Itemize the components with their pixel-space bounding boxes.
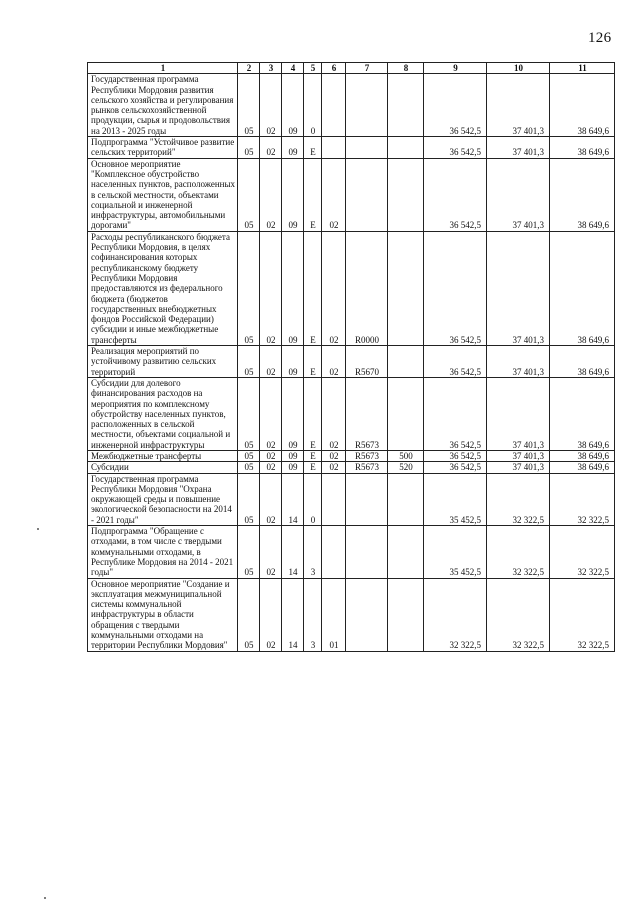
code-cell: 0 — [304, 473, 322, 525]
row-name-cell: Реализация мероприятий по устойчивому развитию сельских территорий — [88, 346, 238, 378]
code-cell: 05 — [238, 450, 260, 461]
code-cell: 02 — [322, 231, 346, 345]
code-cell: 09 — [282, 462, 304, 473]
code-cell: 500 — [388, 450, 424, 461]
code-cell: R5670 — [346, 346, 388, 378]
code-cell: 05 — [238, 473, 260, 525]
amount-cell: 36 542,5 — [424, 74, 487, 137]
code-cell: 14 — [282, 473, 304, 525]
code-cell: Е — [304, 158, 322, 231]
header-cell: 3 — [260, 63, 282, 74]
code-cell: 05 — [238, 137, 260, 159]
header-cell: 2 — [238, 63, 260, 74]
amount-cell: 36 542,5 — [424, 462, 487, 473]
code-cell: Е — [304, 377, 322, 450]
code-cell: R5673 — [346, 462, 388, 473]
code-cell — [388, 137, 424, 159]
code-cell: 09 — [282, 346, 304, 378]
amount-cell: 35 452,5 — [424, 526, 487, 578]
amount-cell: 38 649,6 — [550, 462, 615, 473]
table-row — [88, 346, 615, 378]
code-cell: 02 — [322, 450, 346, 461]
amount-cell: 36 542,5 — [424, 231, 487, 345]
amount-cell: 36 542,5 — [424, 158, 487, 231]
row-name-cell: Подпрограмма "Устойчивое развитие сельских территорий" — [88, 137, 238, 159]
code-cell — [346, 137, 388, 159]
amount-cell: 32 322,5 — [487, 578, 550, 651]
amount-cell: 32 322,5 — [487, 473, 550, 525]
amount-cell: 37 401,3 — [487, 158, 550, 231]
amount-cell: 38 649,6 — [550, 377, 615, 450]
header-cell: 11 — [550, 63, 615, 74]
amount-cell: 32 322,5 — [487, 526, 550, 578]
code-cell: 05 — [238, 377, 260, 450]
amount-cell: 36 542,5 — [424, 137, 487, 159]
amount-cell: 37 401,3 — [487, 74, 550, 137]
code-cell — [346, 578, 388, 651]
amount-cell: 35 452,5 — [424, 473, 487, 525]
code-cell: 02 — [322, 346, 346, 378]
amount-cell: 38 649,6 — [550, 231, 615, 345]
code-cell: 05 — [238, 158, 260, 231]
code-cell: Е — [304, 450, 322, 461]
code-cell: 02 — [322, 158, 346, 231]
code-cell: 05 — [238, 578, 260, 651]
amount-cell: 37 401,3 — [487, 346, 550, 378]
code-cell — [388, 74, 424, 137]
code-cell: 02 — [260, 450, 282, 461]
code-cell: Е — [304, 346, 322, 378]
budget-table — [87, 62, 615, 652]
amount-cell: 38 649,6 — [550, 346, 615, 378]
table-row — [88, 137, 615, 159]
table-row — [88, 158, 615, 231]
amount-cell: 32 322,5 — [424, 578, 487, 651]
header-cell: 9 — [424, 63, 487, 74]
amount-cell: 37 401,3 — [487, 137, 550, 159]
code-cell: 05 — [238, 346, 260, 378]
code-cell — [388, 231, 424, 345]
amount-cell: 38 649,6 — [550, 137, 615, 159]
code-cell: 02 — [260, 346, 282, 378]
table-row — [88, 473, 615, 525]
code-cell — [388, 158, 424, 231]
amount-cell: 32 322,5 — [550, 578, 615, 651]
code-cell: 05 — [238, 74, 260, 137]
code-cell — [322, 137, 346, 159]
table-row — [88, 578, 615, 651]
table-row — [88, 231, 615, 345]
code-cell: 05 — [238, 462, 260, 473]
row-name-cell: Субсидии для долевого финансирования расходов на мероприятия по комплексному обустройству населенных пунктов, расположенных в сельской местности, объектами социальной и инженерной инфраструктуры — [88, 377, 238, 450]
row-name-cell: Субсидии — [88, 462, 238, 473]
amount-cell: 37 401,3 — [487, 377, 550, 450]
code-cell: 02 — [260, 526, 282, 578]
code-cell: 14 — [282, 578, 304, 651]
header-cell: 7 — [346, 63, 388, 74]
code-cell — [322, 473, 346, 525]
code-cell: 3 — [304, 526, 322, 578]
code-cell: 05 — [238, 526, 260, 578]
code-cell: 02 — [260, 74, 282, 137]
amount-cell: 32 322,5 — [550, 526, 615, 578]
row-name-cell: Подпрограмма "Обращение с отходами, в том числе с твердыми коммунальными отходами, в Республике Мордовия на 2014 - 2021 годы" — [88, 526, 238, 578]
code-cell — [346, 74, 388, 137]
code-cell: 02 — [260, 578, 282, 651]
table-row — [88, 462, 615, 473]
code-cell: 02 — [260, 231, 282, 345]
header-cell: 10 — [487, 63, 550, 74]
code-cell: 09 — [282, 231, 304, 345]
row-name-cell: Расходы республиканского бюджета Республики Мордовия, в целях софинансирования которых республиканскому бюджету Республики Мордовия предоставляются из федерального бюджета (бюджетов государственных внебюджетных фондов Российской Федерации) субсидии и иные межбюджетные трансферты — [88, 231, 238, 345]
header-cell: 1 — [88, 63, 238, 74]
code-cell: 02 — [322, 377, 346, 450]
table-row — [88, 450, 615, 461]
code-cell: 02 — [260, 462, 282, 473]
row-name-cell: Государственная программа Республики Мордовия развития сельского хозяйства и регулирования рынков сельскохозяйственной продукции, сырья и продовольствия на 2013 - 2025 годы — [88, 74, 238, 137]
scan-speck — [37, 528, 39, 530]
table-row — [88, 74, 615, 137]
amount-cell: 38 649,6 — [550, 450, 615, 461]
code-cell — [388, 578, 424, 651]
code-cell — [388, 473, 424, 525]
code-cell: R5673 — [346, 377, 388, 450]
code-cell: 02 — [260, 158, 282, 231]
code-cell: Е — [304, 137, 322, 159]
code-cell: 09 — [282, 74, 304, 137]
code-cell: 02 — [260, 137, 282, 159]
amount-cell: 37 401,3 — [487, 231, 550, 345]
code-cell — [346, 473, 388, 525]
code-cell: 05 — [238, 231, 260, 345]
code-cell — [388, 526, 424, 578]
code-cell: 09 — [282, 450, 304, 461]
scan-speck — [44, 897, 46, 899]
amount-cell: 32 322,5 — [550, 473, 615, 525]
code-cell: 14 — [282, 526, 304, 578]
amount-cell: 38 649,6 — [550, 158, 615, 231]
code-cell: 01 — [322, 578, 346, 651]
amount-cell: 37 401,3 — [487, 462, 550, 473]
amount-cell: 38 649,6 — [550, 74, 615, 137]
code-cell: 02 — [322, 462, 346, 473]
code-cell: 0 — [304, 74, 322, 137]
code-cell — [388, 346, 424, 378]
table-row — [88, 377, 615, 450]
code-cell — [346, 158, 388, 231]
code-cell — [322, 526, 346, 578]
row-name-cell: Межбюджетные трансферты — [88, 450, 238, 461]
code-cell: 3 — [304, 578, 322, 651]
code-cell: 09 — [282, 377, 304, 450]
row-name-cell: Основное мероприятие "Комплексное обустройство населенных пунктов, расположенных в сельской местности, объектами социальной и инженерной инфраструктуры, автомобильными дорогами" — [88, 158, 238, 231]
code-cell: R5673 — [346, 450, 388, 461]
code-cell — [388, 377, 424, 450]
code-cell: Е — [304, 462, 322, 473]
amount-cell: 36 542,5 — [424, 377, 487, 450]
row-name-cell: Основное мероприятие "Создание и эксплуатация межмуниципальной системы коммунальной инфраструктуры в области обращения с твердыми коммунальными отходами на территории Республики Мордовия" — [88, 578, 238, 651]
code-cell: 02 — [260, 473, 282, 525]
table-header-row — [88, 63, 615, 74]
code-cell: 02 — [260, 377, 282, 450]
code-cell: 520 — [388, 462, 424, 473]
code-cell: 09 — [282, 137, 304, 159]
table-row — [88, 526, 615, 578]
page-number: 126 — [588, 30, 612, 46]
header-cell: 6 — [322, 63, 346, 74]
code-cell — [322, 74, 346, 137]
row-name-cell: Государственная программа Республики Мордовия "Охрана окружающей среды и повышение экологической безопасности на 2014 - 2021 годы" — [88, 473, 238, 525]
code-cell: 09 — [282, 158, 304, 231]
amount-cell: 37 401,3 — [487, 450, 550, 461]
amount-cell: 36 542,5 — [424, 346, 487, 378]
code-cell: Е — [304, 231, 322, 345]
header-cell: 5 — [304, 63, 322, 74]
code-cell — [346, 526, 388, 578]
amount-cell: 36 542,5 — [424, 450, 487, 461]
header-cell: 4 — [282, 63, 304, 74]
code-cell: R0000 — [346, 231, 388, 345]
header-cell: 8 — [388, 63, 424, 74]
